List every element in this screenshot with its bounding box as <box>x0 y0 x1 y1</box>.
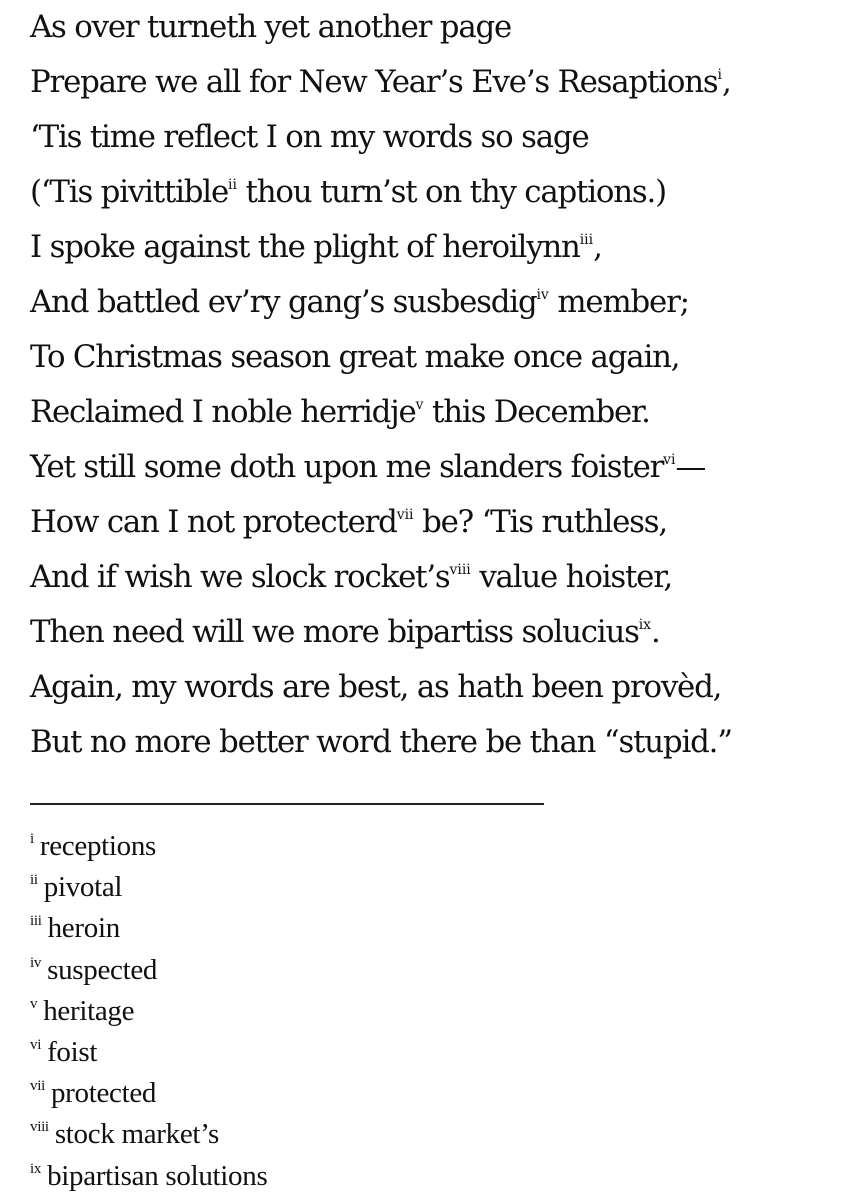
poem-text: How can I not protecterd <box>30 504 397 540</box>
footnote-text: foist <box>47 1035 98 1068</box>
poem-text: . <box>651 614 660 650</box>
footnote-mark: iii <box>30 913 42 930</box>
poem-text: To Christmas season great make once again, <box>30 339 680 375</box>
footnote-text: suspected <box>47 953 158 986</box>
poem-line <box>30 55 845 110</box>
footnotes <box>30 826 267 1197</box>
footnote <box>30 1156 267 1197</box>
poem-line <box>30 0 845 55</box>
poem-text: value hoister, <box>470 559 672 595</box>
footnote-reference: iii <box>579 232 594 248</box>
poem-text: — <box>675 449 706 485</box>
footnote-text: pivotal <box>43 871 123 904</box>
poem-text: thou turn’st on thy captions.) <box>236 174 666 210</box>
footnote-reference: ix <box>638 617 652 633</box>
poem-line <box>30 110 845 165</box>
footnote <box>30 1114 267 1155</box>
poem-text: this December. <box>423 394 650 430</box>
poem-text: ‘Tis time reflect I on my words so sage <box>30 119 589 155</box>
poem-line <box>30 440 845 495</box>
poem-line <box>30 715 845 770</box>
footnote-reference: vii <box>396 507 414 523</box>
footnote-reference: v <box>415 397 424 413</box>
footnote <box>30 867 267 908</box>
footnote-reference: iv <box>536 287 549 303</box>
poem-text: As over turneth yet another page <box>30 9 512 45</box>
footnote-reference: viii <box>449 562 471 578</box>
poem-text: be? ‘Tis ruthless, <box>413 504 667 540</box>
footnote <box>30 826 267 867</box>
footnote <box>30 991 267 1032</box>
poem-line <box>30 330 845 385</box>
poem-line <box>30 550 845 605</box>
poem-text: member; <box>548 284 689 320</box>
poem-text: Then need will we more bipartiss solucius <box>30 614 639 650</box>
footnote-text: protected <box>50 1077 157 1110</box>
poem-text: Yet still some doth upon me slanders foister <box>30 449 664 485</box>
footnote <box>30 1032 267 1073</box>
footnote-reference: i <box>717 67 722 83</box>
footnote-text: bipartisan solutions <box>47 1159 268 1192</box>
footnote-mark: vi <box>30 1036 42 1053</box>
footnote-mark: v <box>30 995 38 1012</box>
poem <box>30 0 850 770</box>
footnote-text: receptions <box>39 830 157 862</box>
footnote-reference: ii <box>228 177 237 193</box>
poem-line <box>30 660 845 715</box>
footnote-mark: iv <box>30 954 42 971</box>
footnote-divider <box>30 803 544 805</box>
footnote <box>30 1073 267 1114</box>
poem-line <box>30 605 845 660</box>
footnote-mark: ii <box>30 872 38 889</box>
footnote-mark: viii <box>30 1119 49 1136</box>
footnote-mark: i <box>30 831 34 847</box>
footnote-mark: vii <box>30 1078 45 1095</box>
poem-line <box>30 385 845 440</box>
poem-text: Reclaimed I noble herridje <box>30 394 416 430</box>
footnote-text: heritage <box>43 994 135 1027</box>
poem-text: Again, my words are best, as hath been provèd, <box>30 669 722 705</box>
footnote-text: heroin <box>47 912 120 945</box>
poem-line <box>30 165 845 220</box>
poem-text: I spoke against the plight of heroilynn <box>30 229 580 265</box>
footnote-reference: vi <box>663 452 676 468</box>
poem-text: Prepare we all for New Year’s Eve’s Resaptions <box>30 64 718 100</box>
footnote <box>30 950 267 991</box>
poem-text: , <box>721 64 731 100</box>
poem-line <box>30 220 845 275</box>
poem-text: And battled ev’ry gang’s susbesdig <box>30 284 537 320</box>
poem-line <box>30 275 845 330</box>
footnote <box>30 908 267 949</box>
poem-text: (‘Tis pivittible <box>30 174 229 210</box>
poem-text: , <box>593 229 602 265</box>
poem-text: And if wish we slock rocket’s <box>30 559 450 595</box>
footnote-mark: ix <box>30 1160 42 1177</box>
poem-line <box>30 495 845 550</box>
poem-text: But no more better word there be than “stupid.” <box>30 724 732 760</box>
footnote-text: stock market’s <box>54 1118 219 1151</box>
